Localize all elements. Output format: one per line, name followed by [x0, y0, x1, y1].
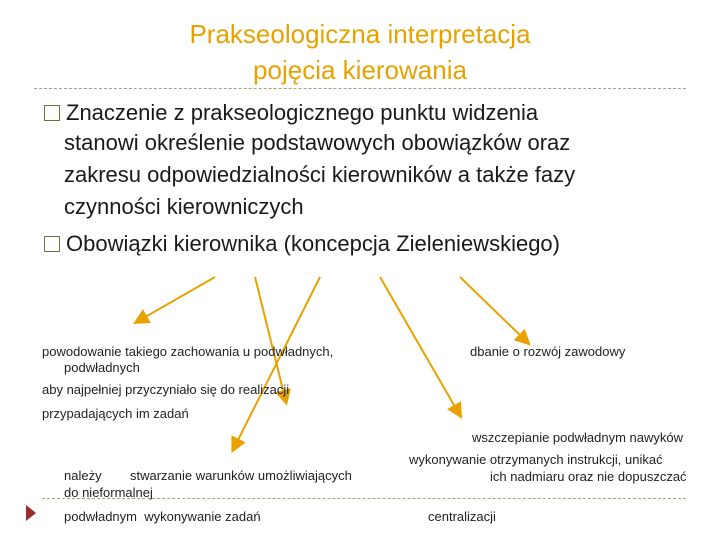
right-text-line-4: ich nadmiaru oraz nie dopuszczać	[490, 469, 687, 484]
arrow-to-right-middle	[380, 277, 458, 412]
footer-marker-icon	[26, 505, 36, 521]
arrow-to-right-top	[460, 277, 525, 340]
slide-title-line-1: Prakseologiczna interpretacja	[189, 19, 531, 49]
left-text-line-1: powodowanie takiego zachowania u podwładnych,	[42, 344, 334, 359]
right-text-line-1: dbanie o rozwój zawodowy	[470, 344, 626, 359]
bullet-1-line-1: Znaczenie z prakseologicznego punktu widzenia	[66, 100, 539, 125]
right-text-line-5: centralizacji	[428, 509, 496, 524]
left-text-line-5a: należy	[64, 468, 102, 483]
footer-divider	[42, 498, 686, 499]
bullet-1-line-3: zakresu odpowiedzialności kierowników a także fazy	[64, 162, 576, 187]
left-text-line-4: przypadających im zadań	[42, 406, 189, 421]
left-text-line-2: podwładnych	[64, 360, 140, 375]
left-text-line-6: do nieformalnej	[64, 485, 153, 500]
slide-title-line-2: pojęcia kierowania	[253, 55, 467, 85]
bullet-1-line-4: czynności kierowniczych	[64, 194, 304, 219]
arrow-to-left-top	[140, 277, 215, 320]
left-text-line-5b: stwarzanie warunków umożliwiających	[130, 468, 352, 483]
arrow-to-left-middle	[255, 277, 285, 398]
arrow-to-left-bottom	[235, 277, 320, 446]
bullet-2-text: Obowiązki kierownika (koncepcja Zieleniewskiego)	[66, 231, 560, 256]
left-text-line-3: aby najpełniej przyczyniało się do realizacji	[42, 382, 290, 397]
right-text-line-3: wykonywanie otrzymanych instrukcji, unikać	[409, 452, 663, 467]
right-text-line-2: wszczepianie podwładnym nawyków	[472, 430, 683, 445]
bullet-1-line-2: stanowi określenie podstawowych obowiązków oraz	[64, 130, 571, 155]
left-text-line-7: podwładnym wykonywanie zadań	[64, 509, 261, 524]
